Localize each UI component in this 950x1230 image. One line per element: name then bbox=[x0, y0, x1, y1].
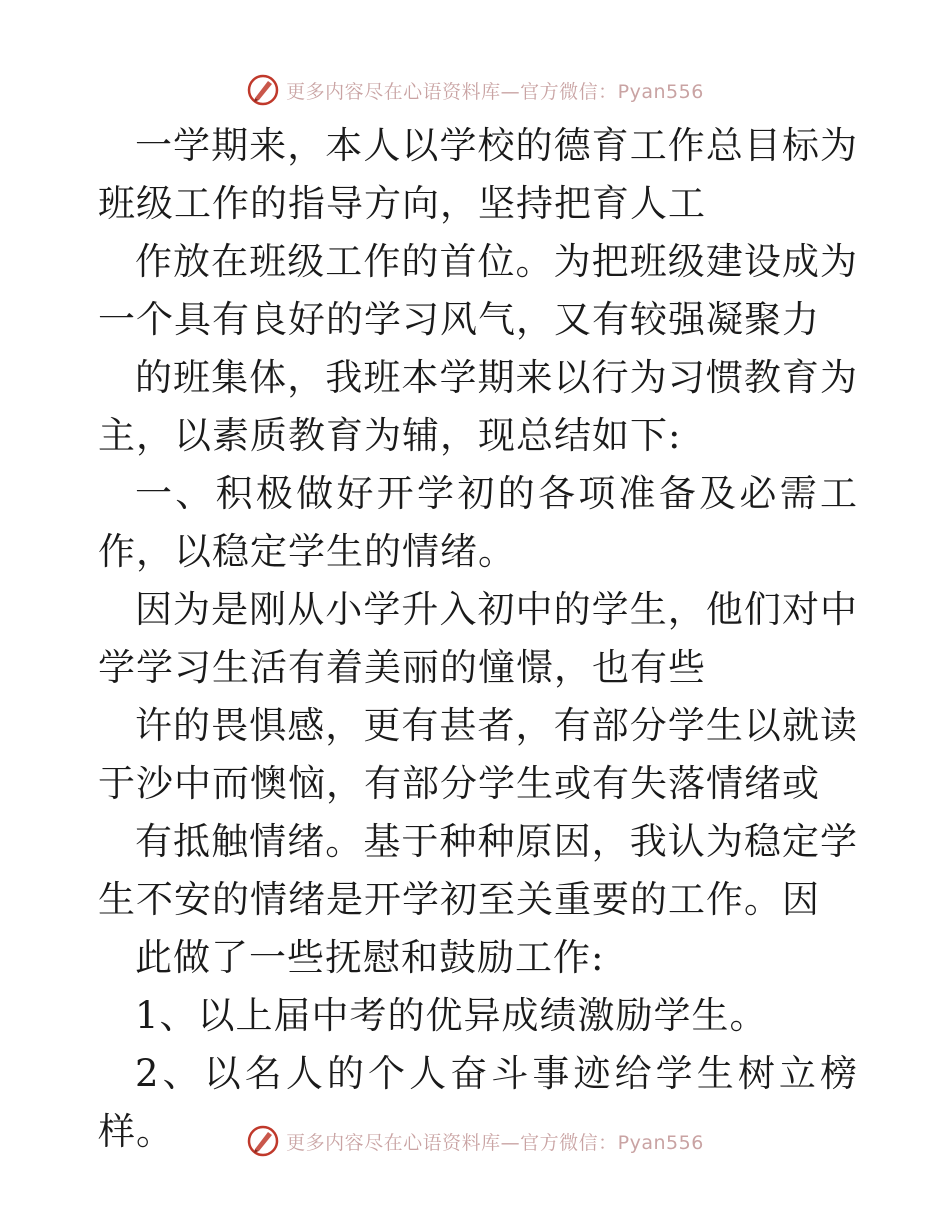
watermark-text: 更多内容尽在心语资料库—官方微信：Pyan556 bbox=[286, 1131, 704, 1154]
list-item: 2、以名人的个人奋斗事迹给学生树立榜样。 bbox=[98, 1052, 858, 1153]
paragraph: 许的畏惧感，更有甚者，有部分学生以就读于沙中而懊恼，有部分学生或有失落情绪或 bbox=[98, 704, 858, 805]
paragraph: 因为是刚从小学升入初中的学生，他们对中学学习生活有着美丽的憧憬，也有些 bbox=[98, 588, 858, 689]
list-item: 1、以上届中考的优异成绩激励学生。 bbox=[135, 994, 768, 1037]
document-body bbox=[98, 117, 858, 1161]
watermark-text: 更多内容尽在心语资料库—官方微信：Pyan556 bbox=[286, 80, 704, 103]
quill-pen-logo-icon bbox=[246, 73, 280, 107]
paragraph: 一学期来，本人以学校的德育工作总目标为班级工作的指导方向，坚持把育人工 bbox=[98, 124, 858, 225]
footer-watermark bbox=[0, 1121, 950, 1161]
paragraph: 的班集体，我班本学期来以行为习惯教育为主，以素质教育为辅，现总结如下: bbox=[98, 356, 858, 457]
paragraph: 有抵触情绪。基于种种原因，我认为稳定学生不安的情绪是开学初至关重要的工作。因 bbox=[98, 820, 858, 921]
paragraph: 一、积极做好开学初的各项准备及必需工作，以稳定学生的情绪。 bbox=[98, 472, 858, 573]
paragraph: 此做了一些抚慰和鼓励工作: bbox=[135, 936, 605, 979]
header-watermark bbox=[0, 70, 950, 110]
paragraph: 作放在班级工作的首位。为把班级建设成为一个具有良好的学习风气，又有较强凝聚力 bbox=[98, 240, 858, 341]
quill-pen-logo-icon bbox=[246, 1124, 280, 1158]
